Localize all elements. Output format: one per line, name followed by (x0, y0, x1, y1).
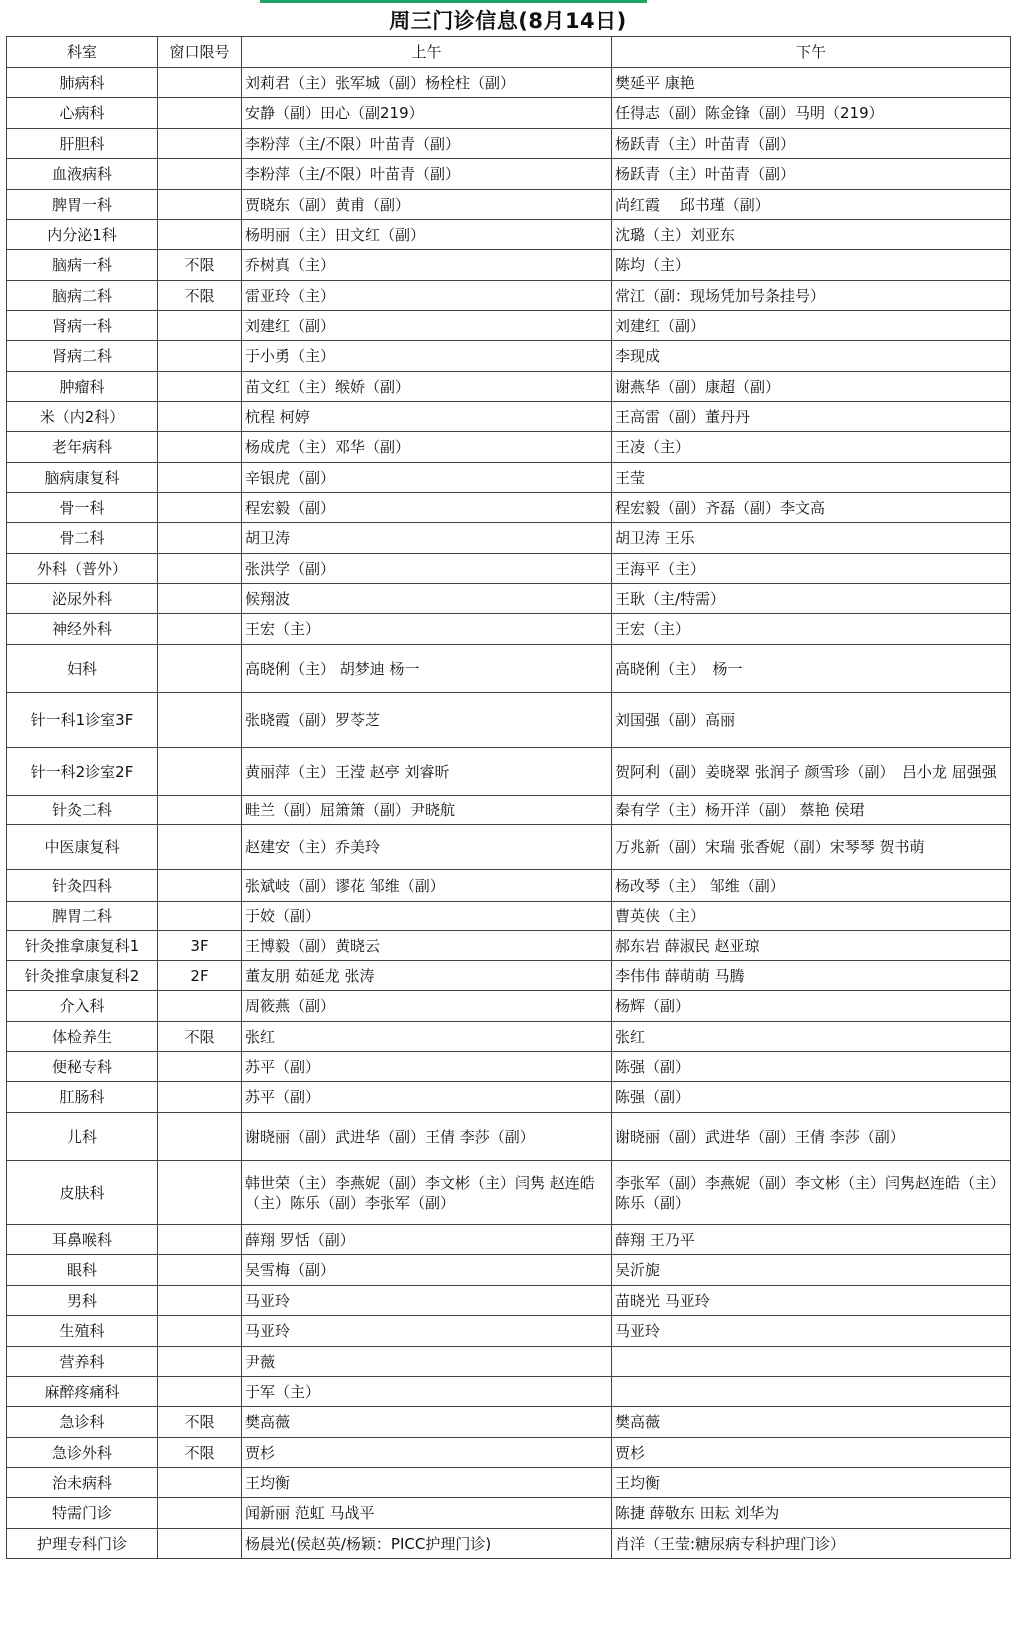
table-row (7, 645, 1011, 693)
department-cell[interactable]: 肺病科 (7, 68, 158, 98)
table-row (7, 493, 1011, 523)
window-limit-cell[interactable] (158, 1316, 242, 1347)
morning-doctors-cell[interactable]: 乔树真（主） (242, 250, 612, 281)
department-cell[interactable]: 体检养生 (7, 1022, 158, 1052)
department-cell[interactable]: 米（内2科） (7, 402, 158, 432)
window-limit-cell[interactable] (158, 402, 242, 432)
morning-doctors-cell[interactable]: 马亚玲 (242, 1286, 612, 1316)
morning-doctors-cell[interactable]: 杨成虎（主）邓华（副） (242, 432, 612, 463)
table-row (7, 931, 1011, 961)
morning-doctors-cell[interactable]: 杨晨光(侯赵英/杨颖：PICC护理门诊) (242, 1529, 612, 1559)
morning-doctors-cell[interactable]: 贾晓东（副）黄甫（副） (242, 190, 612, 220)
morning-doctors-cell[interactable]: 吴雪梅（副） (242, 1255, 612, 1286)
morning-doctors-cell[interactable]: 马亚玲 (242, 1316, 612, 1347)
table-row (7, 961, 1011, 991)
table-row (7, 98, 1011, 129)
afternoon-doctors-cell[interactable]: 陈强（副） (612, 1052, 1011, 1082)
window-limit-cell[interactable] (158, 1468, 242, 1498)
afternoon-doctors-cell[interactable]: 苗晓光 马亚玲 (612, 1286, 1011, 1316)
window-limit-cell[interactable] (158, 129, 242, 159)
header-department: 科室 (7, 37, 158, 68)
department-cell[interactable]: 麻醉疼痛科 (7, 1377, 158, 1407)
afternoon-doctors-cell[interactable]: 薛翔 王乃平 (612, 1225, 1011, 1255)
table-row (7, 1316, 1011, 1347)
window-limit-cell[interactable] (158, 68, 242, 98)
table-row (7, 584, 1011, 614)
morning-doctors-cell[interactable]: 薛翔 罗恬（副） (242, 1225, 612, 1255)
window-limit-cell[interactable] (158, 190, 242, 220)
table-row (7, 1052, 1011, 1082)
afternoon-doctors-cell[interactable]: 任得志（副）陈金锋（副）马明（219） (612, 98, 1011, 129)
morning-doctors-cell[interactable]: 苗文红（主）缑娇（副） (242, 372, 612, 402)
morning-doctors-cell[interactable]: 李粉萍（主/不限）叶苗青（副） (242, 129, 612, 159)
morning-doctors-cell[interactable]: 于姣（副） (242, 902, 612, 931)
table-row (7, 1113, 1011, 1161)
department-cell[interactable]: 泌尿外科 (7, 584, 158, 614)
afternoon-doctors-cell[interactable]: 郝东岩 薛淑民 赵亚琼 (612, 931, 1011, 961)
department-cell[interactable]: 针灸推拿康复科2 (7, 961, 158, 991)
department-cell[interactable]: 介入科 (7, 991, 158, 1022)
morning-doctors-cell[interactable]: 雷亚玲（主） (242, 281, 612, 311)
window-limit-cell[interactable]: 不限 (158, 1438, 242, 1468)
department-cell[interactable]: 神经外科 (7, 614, 158, 645)
window-limit-cell[interactable]: 不限 (158, 1022, 242, 1052)
afternoon-doctors-cell[interactable]: 肖洋（王莹:糖尿病专科护理门诊） (612, 1529, 1011, 1559)
afternoon-doctors-cell[interactable]: 李现成 (612, 341, 1011, 372)
table-row (7, 1529, 1011, 1559)
table-row (7, 372, 1011, 402)
afternoon-doctors-cell[interactable]: 谢燕华（副）康超（副） (612, 372, 1011, 402)
window-limit-cell[interactable] (158, 432, 242, 463)
window-limit-cell[interactable]: 不限 (158, 1407, 242, 1438)
window-limit-cell[interactable] (158, 1286, 242, 1316)
afternoon-doctors-cell[interactable]: 王耿（主/特需） (612, 584, 1011, 614)
morning-doctors-cell[interactable]: 赵建安（主）乔美玲 (242, 825, 612, 870)
morning-doctors-cell[interactable]: 张斌岐（副）谬花 邹维（副） (242, 870, 612, 902)
window-limit-cell[interactable] (158, 1225, 242, 1255)
afternoon-doctors-cell[interactable]: 樊延平 康艳 (612, 68, 1011, 98)
afternoon-doctors-cell[interactable]: 王宏（主） (612, 614, 1011, 645)
table-row (7, 129, 1011, 159)
table-row (7, 220, 1011, 250)
department-cell[interactable]: 骨一科 (7, 493, 158, 523)
table-row (7, 523, 1011, 554)
morning-doctors-cell[interactable]: 王均衡 (242, 1468, 612, 1498)
table-row (7, 693, 1011, 748)
window-limit-cell[interactable] (158, 693, 242, 748)
department-cell[interactable]: 针灸推拿康复科1 (7, 931, 158, 961)
window-limit-cell[interactable] (158, 1113, 242, 1161)
morning-doctors-cell[interactable]: 高晓俐（主） 胡梦迪 杨一 (242, 645, 612, 693)
window-limit-cell[interactable] (158, 991, 242, 1022)
morning-doctors-cell[interactable]: 程宏毅（副） (242, 493, 612, 523)
window-limit-cell[interactable] (158, 614, 242, 645)
morning-doctors-cell[interactable]: 胡卫涛 (242, 523, 612, 554)
table-row (7, 402, 1011, 432)
department-cell[interactable]: 耳鼻喉科 (7, 1225, 158, 1255)
afternoon-doctors-cell[interactable]: 贾杉 (612, 1438, 1011, 1468)
window-limit-cell[interactable] (158, 1529, 242, 1559)
department-cell[interactable]: 肾病二科 (7, 341, 158, 372)
department-cell[interactable]: 肛肠科 (7, 1082, 158, 1113)
afternoon-doctors-cell[interactable]: 杨辉（副） (612, 991, 1011, 1022)
table-row (7, 68, 1011, 98)
table-row (7, 748, 1011, 796)
table-row (7, 1225, 1011, 1255)
window-limit-cell[interactable] (158, 1161, 242, 1225)
department-cell[interactable]: 针一科2诊室2F (7, 748, 158, 796)
afternoon-doctors-cell[interactable]: 王莹 (612, 463, 1011, 493)
table-row (7, 1022, 1011, 1052)
table-row (7, 341, 1011, 372)
afternoon-doctors-cell[interactable]: 尚红霞 邱书瑾（副） (612, 190, 1011, 220)
afternoon-doctors-cell[interactable]: 王均衡 (612, 1468, 1011, 1498)
afternoon-doctors-cell[interactable]: 刘建红（副） (612, 311, 1011, 341)
morning-doctors-cell[interactable]: 尹薇 (242, 1347, 612, 1377)
department-cell[interactable]: 治未病科 (7, 1468, 158, 1498)
table-row (7, 281, 1011, 311)
table-row (7, 825, 1011, 870)
window-limit-cell[interactable] (158, 523, 242, 554)
afternoon-doctors-cell[interactable] (612, 1377, 1011, 1407)
afternoon-doctors-cell[interactable]: 万兆新（副）宋瑞 张香妮（副）宋琴琴 贺书萌 (612, 825, 1011, 870)
window-limit-cell[interactable] (158, 1347, 242, 1377)
department-cell[interactable]: 儿科 (7, 1113, 158, 1161)
morning-doctors-cell[interactable]: 刘建红（副） (242, 311, 612, 341)
afternoon-doctors-cell[interactable]: 高晓俐（主） 杨一 (612, 645, 1011, 693)
table-row (7, 870, 1011, 902)
morning-doctors-cell[interactable]: 王宏（主） (242, 614, 612, 645)
department-cell[interactable]: 肾病一科 (7, 311, 158, 341)
header-morning: 上午 (242, 37, 612, 68)
department-cell[interactable]: 脾胃二科 (7, 902, 158, 931)
department-cell[interactable]: 脑病二科 (7, 281, 158, 311)
morning-doctors-cell[interactable]: 畦兰（副）屈箫箫（副）尹晓航 (242, 796, 612, 825)
table-row (7, 311, 1011, 341)
department-cell[interactable]: 营养科 (7, 1347, 158, 1377)
department-cell[interactable]: 便秘专科 (7, 1052, 158, 1082)
table-row (7, 1407, 1011, 1438)
department-cell[interactable]: 特需门诊 (7, 1498, 158, 1529)
morning-doctors-cell[interactable]: 董友朋 茹延龙 张涛 (242, 961, 612, 991)
afternoon-doctors-cell[interactable]: 陈强（副） (612, 1082, 1011, 1113)
afternoon-doctors-cell[interactable]: 王凌（主） (612, 432, 1011, 463)
morning-doctors-cell[interactable]: 谢晓丽（副）武进华（副）王倩 李莎（副） (242, 1113, 612, 1161)
window-limit-cell[interactable] (158, 372, 242, 402)
window-limit-cell[interactable] (158, 493, 242, 523)
window-limit-cell[interactable] (158, 1377, 242, 1407)
window-limit-cell[interactable] (158, 645, 242, 693)
morning-doctors-cell[interactable]: 候翔波 (242, 584, 612, 614)
afternoon-doctors-cell[interactable]: 陈均（主） (612, 250, 1011, 281)
afternoon-doctors-cell[interactable]: 谢晓丽（副）武进华（副）王倩 李莎（副） (612, 1113, 1011, 1161)
table-row (7, 1498, 1011, 1529)
afternoon-doctors-cell[interactable]: 贺阿利（副）姜晓翠 张润子 颜雪珍（副） 吕小龙 屈强强 (612, 748, 1011, 796)
table-row (7, 554, 1011, 584)
window-limit-cell[interactable] (158, 1255, 242, 1286)
table-row (7, 614, 1011, 645)
morning-doctors-cell[interactable]: 闻新丽 范虹 马战平 (242, 1498, 612, 1529)
window-limit-cell[interactable] (158, 159, 242, 190)
department-cell[interactable]: 内分泌1科 (7, 220, 158, 250)
morning-doctors-cell[interactable]: 杨明丽（主）田文红（副） (242, 220, 612, 250)
department-cell[interactable]: 男科 (7, 1286, 158, 1316)
department-cell[interactable]: 急诊科 (7, 1407, 158, 1438)
afternoon-doctors-cell[interactable]: 王高雷（副）董丹丹 (612, 402, 1011, 432)
department-cell[interactable]: 妇科 (7, 645, 158, 693)
afternoon-doctors-cell[interactable]: 胡卫涛 王乐 (612, 523, 1011, 554)
table-row (7, 1286, 1011, 1316)
afternoon-doctors-cell[interactable] (612, 1347, 1011, 1377)
table-row (7, 1438, 1011, 1468)
afternoon-doctors-cell[interactable]: 樊高薇 (612, 1407, 1011, 1438)
header-window-limit: 窗口限号 (158, 37, 242, 68)
morning-doctors-cell[interactable]: 黄丽萍（主）王滢 赵亭 刘睿昕 (242, 748, 612, 796)
afternoon-doctors-cell[interactable]: 常江（副：现场凭加号条挂号） (612, 281, 1011, 311)
morning-doctors-cell[interactable]: 于军（主） (242, 1377, 612, 1407)
window-limit-cell[interactable] (158, 463, 242, 493)
morning-doctors-cell[interactable]: 于小勇（主） (242, 341, 612, 372)
window-limit-cell[interactable] (158, 98, 242, 129)
window-limit-cell[interactable] (158, 554, 242, 584)
table-row (7, 902, 1011, 931)
department-cell[interactable]: 老年病科 (7, 432, 158, 463)
morning-doctors-cell[interactable]: 安静（副）田心（副219） (242, 98, 612, 129)
morning-doctors-cell[interactable]: 张红 (242, 1022, 612, 1052)
clinic-schedule-table (6, 36, 1011, 1559)
department-cell[interactable]: 肿瘤科 (7, 372, 158, 402)
department-cell[interactable]: 心病科 (7, 98, 158, 129)
table-row (7, 432, 1011, 463)
window-limit-cell[interactable]: 2F (158, 961, 242, 991)
department-cell[interactable]: 外科（普外） (7, 554, 158, 584)
morning-doctors-cell[interactable]: 苏平（副） (242, 1082, 612, 1113)
window-limit-cell[interactable] (158, 341, 242, 372)
table-row (7, 1468, 1011, 1498)
department-cell[interactable]: 针一科1诊室3F (7, 693, 158, 748)
afternoon-doctors-cell[interactable]: 刘国强（副）高丽 (612, 693, 1011, 748)
morning-doctors-cell[interactable]: 周筱燕（副） (242, 991, 612, 1022)
afternoon-doctors-cell[interactable]: 杨跃青（主）叶苗青（副） (612, 159, 1011, 190)
window-limit-cell[interactable] (158, 311, 242, 341)
afternoon-doctors-cell[interactable]: 王海平（主） (612, 554, 1011, 584)
morning-doctors-cell[interactable]: 樊高薇 (242, 1407, 612, 1438)
morning-doctors-cell[interactable]: 贾杉 (242, 1438, 612, 1468)
afternoon-doctors-cell[interactable]: 杨跃青（主）叶苗青（副） (612, 129, 1011, 159)
window-limit-cell[interactable] (158, 1052, 242, 1082)
department-cell[interactable]: 中医康复科 (7, 825, 158, 870)
window-limit-cell[interactable] (158, 796, 242, 825)
afternoon-doctors-cell[interactable]: 吴沂旎 (612, 1255, 1011, 1286)
window-limit-cell[interactable] (158, 870, 242, 902)
window-limit-cell[interactable] (158, 825, 242, 870)
window-limit-cell[interactable] (158, 1082, 242, 1113)
table-row (7, 190, 1011, 220)
header-row (7, 37, 1011, 68)
table-row (7, 991, 1011, 1022)
department-cell[interactable]: 脾胃一科 (7, 190, 158, 220)
window-limit-cell[interactable] (158, 220, 242, 250)
morning-doctors-cell[interactable]: 韩世荣（主）李燕妮（副）李文彬（主）闫隽 赵连皓（主）陈乐（副）李张军（副） (242, 1161, 612, 1225)
department-cell[interactable]: 皮肤科 (7, 1161, 158, 1225)
page-title: 周三门诊信息(8月14日) (389, 8, 627, 33)
window-limit-cell[interactable] (158, 748, 242, 796)
department-cell[interactable]: 骨二科 (7, 523, 158, 554)
table-row (7, 463, 1011, 493)
window-limit-cell[interactable]: 不限 (158, 281, 242, 311)
afternoon-doctors-cell[interactable]: 杨改琴（主） 邹维（副） (612, 870, 1011, 902)
department-cell[interactable]: 脑病康复科 (7, 463, 158, 493)
window-limit-cell[interactable]: 不限 (158, 250, 242, 281)
afternoon-doctors-cell[interactable]: 马亚玲 (612, 1316, 1011, 1347)
afternoon-doctors-cell[interactable]: 程宏毅（副）齐磊（副）李文高 (612, 493, 1011, 523)
window-limit-cell[interactable] (158, 902, 242, 931)
morning-doctors-cell[interactable]: 王博毅（副）黄晓云 (242, 931, 612, 961)
table-row (7, 1347, 1011, 1377)
morning-doctors-cell[interactable]: 刘莉君（主）张军城（副）杨栓柱（副） (242, 68, 612, 98)
afternoon-doctors-cell[interactable]: 李张军（副）李燕妮（副）李文彬（主）闫隽赵连皓（主）陈乐（副） (612, 1161, 1011, 1225)
morning-doctors-cell[interactable]: 苏平（副） (242, 1052, 612, 1082)
afternoon-doctors-cell[interactable]: 李伟伟 薛萌萌 马腾 (612, 961, 1011, 991)
header-afternoon: 下午 (612, 37, 1011, 68)
afternoon-doctors-cell[interactable]: 曹英侠（主） (612, 902, 1011, 931)
table-row (7, 1377, 1011, 1407)
department-cell[interactable]: 针灸二科 (7, 796, 158, 825)
afternoon-doctors-cell[interactable]: 秦有学（主）杨开洋（副） 蔡艳 侯珺 (612, 796, 1011, 825)
department-cell[interactable]: 肝胆科 (7, 129, 158, 159)
department-cell[interactable]: 护理专科门诊 (7, 1529, 158, 1559)
department-cell[interactable]: 血液病科 (7, 159, 158, 190)
window-limit-cell[interactable] (158, 1498, 242, 1529)
department-cell[interactable]: 脑病一科 (7, 250, 158, 281)
morning-doctors-cell[interactable]: 辛银虎（副） (242, 463, 612, 493)
morning-doctors-cell[interactable]: 张晓霞（副）罗苓芝 (242, 693, 612, 748)
window-limit-cell[interactable]: 3F (158, 931, 242, 961)
department-cell[interactable]: 生殖科 (7, 1316, 158, 1347)
morning-doctors-cell[interactable]: 杭程 柯婷 (242, 402, 612, 432)
department-cell[interactable]: 眼科 (7, 1255, 158, 1286)
table-row (7, 1161, 1011, 1225)
table-body (7, 68, 1011, 1559)
window-limit-cell[interactable] (158, 584, 242, 614)
morning-doctors-cell[interactable]: 张洪学（副） (242, 554, 612, 584)
table-row (7, 1255, 1011, 1286)
department-cell[interactable]: 急诊外科 (7, 1438, 158, 1468)
table-row (7, 250, 1011, 281)
afternoon-doctors-cell[interactable]: 陈捷 薛敬东 田耘 刘华为 (612, 1498, 1011, 1529)
table-row (7, 159, 1011, 190)
afternoon-doctors-cell[interactable]: 张红 (612, 1022, 1011, 1052)
table-row (7, 796, 1011, 825)
department-cell[interactable]: 针灸四科 (7, 870, 158, 902)
afternoon-doctors-cell[interactable]: 沈璐（主）刘亚东 (612, 220, 1011, 250)
morning-doctors-cell[interactable]: 李粉萍（主/不限）叶苗青（副） (242, 159, 612, 190)
table-row (7, 1082, 1011, 1113)
